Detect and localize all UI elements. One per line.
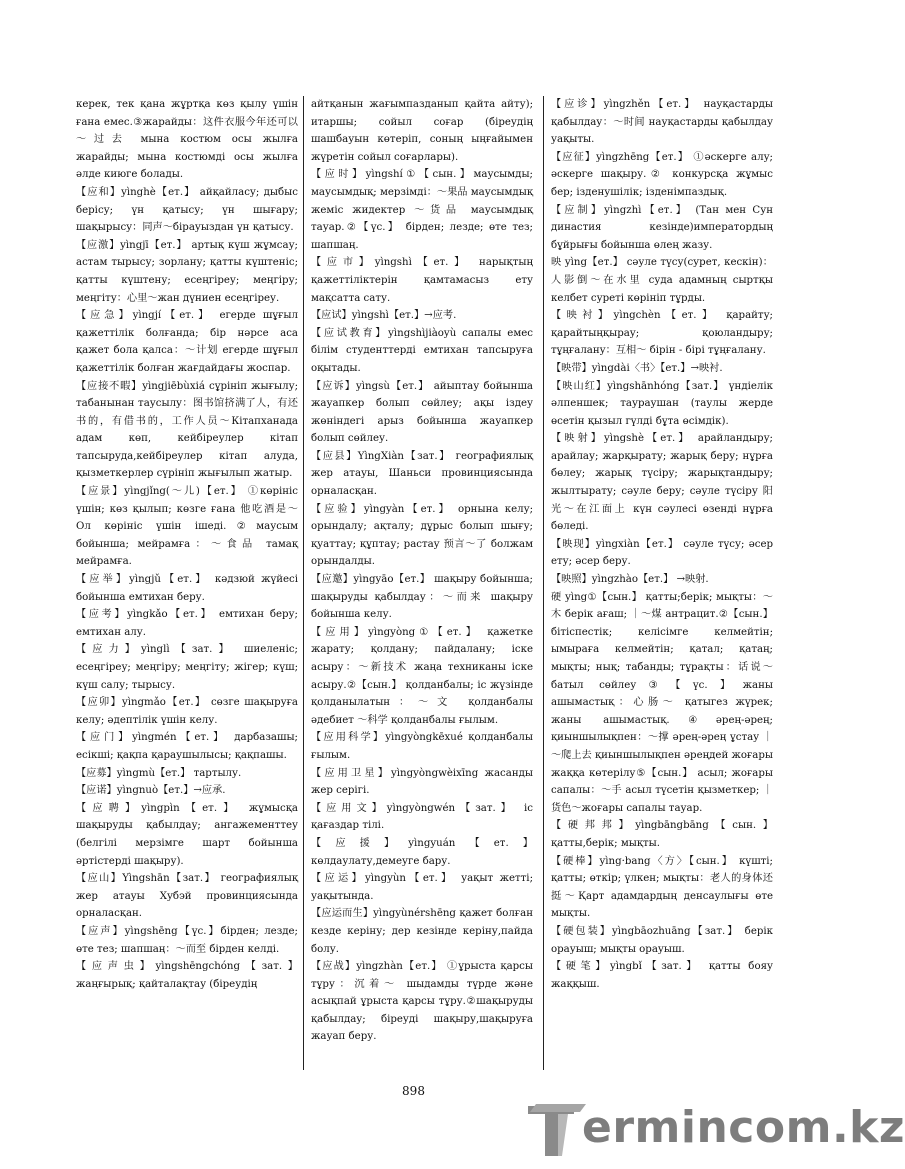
dictionary-entry: 【应用文】yìngyòngwén【зат.】 іс қағаздар тілі. — [311, 802, 533, 832]
dictionary-entry: 【映带】yìngdài〈书〉【ет.】→映衬. — [551, 362, 723, 374]
dictionary-entry: 【应诉】yìngsù【ет.】 айыптау бойынша жауапкер болып сөйлеу; ақы іздеу жөніндегі арыз бойынша жауапкер болып сөйлеу. — [311, 380, 533, 445]
dictionary-entry: 【应用科学】yìngyòngkēxué қолданбалы ғылым. — [311, 732, 533, 761]
dictionary-entry: 【应声】yìngshēng【үс.】бірден; лезде; өте тез; шапшаң：～而至 бірден келді. — [76, 925, 298, 955]
dictionary-entry: 【映照】yìngzhào【ет.】 →映射. — [551, 574, 709, 586]
dictionary-entry: 【硬棒】yìng·bang〈方〉【сын.】 күшті; қатты; өткір; үлкен; мықты：老人的身体还挺～Қарт адамдардың денсаулығы өте мықты. — [551, 855, 773, 920]
dictionary-entry: 【应县】YìngXiàn【зат.】 географиялық жер атауы, Шаньси провинциясында орналасқан. — [311, 450, 533, 498]
dictionary-entry: 【应景】yìngjǐng(～儿)【ет.】 ①көрініс үшін; көз қылып; көзге ғана 他吃酒是～ Ол көрініс үшін ішеді.②маусым бойынша; мейрамға：～食品 тамақ мейрамға. — [76, 486, 298, 568]
dictionary-entry: айтқанын жағымпазданып қайта айту); итаршы; сойыл соғар (біреудің шашбауын көтеріп, соның ыңғайымен жүретін сойыл соғарлары). — [311, 99, 533, 163]
dictionary-entry: 【应援】yìngyuán【ет.】 көлдаулату,демеуге бару. — [311, 837, 533, 867]
dictionary-entry: 【应聘】yìngpìn【ет.】 жұмысқа шақыруды қабылдау; ангажементтеу (белгілі мерзімге шарт бойынша әртістерді шақыру). — [76, 802, 298, 867]
dictionary-entry: 硬 yìng①【сын.】 қатты;берік; мықты：～木 берік ағаш; ｜～煤 антрацит.②【сын.】 бітіспестік; келісімге келмейтін; ымыраға келмейтін; қатал; қатаң; мықты; нық; табанды; тұрақты：话说～батыл сөйлеу③【үс.】жаны ашымастық：心肠～ қатыгез жүрек; жаны ашымастық.④әрең-әрең; қиыншылықпен：～撑 әрең-әрең ұстау ｜～爬上去 қиыншылықпен әреңдей жоғары жаққа көтерілу⑤【сын.】 асыл; жоғары сапалы：～手 асыл түсетін қызметкер; ｜货色～жоғары сапалы тауар. — [551, 591, 774, 814]
termincom-logo[interactable] — [528, 1100, 905, 1162]
dictionary-entry: 【应试教育】yìngshìjiàoyù сапалы емес білім студенттерді емтихан тапсыруға оқытады. — [311, 327, 533, 374]
dictionary-entry: 【应验】yìngyàn【ет.】 орнына келу; орындалу; ақталу; дұрыс болып шығу; қуаттау; құптау; растау 预言～了 болжам орындалды. — [311, 503, 533, 568]
column-middle — [311, 96, 533, 1070]
dictionary-entry: 【应诺】yìngnuò【ет.】→应承. — [76, 785, 226, 797]
column-right — [551, 96, 773, 1070]
dictionary-entry: 【应诊】yìngzhěn【ет.】 науқастарды қабылдау：～时间 науқастарды қабылдау уақыты. — [551, 99, 773, 146]
dictionary-entry: 【应制】yìngzhì【ет.】 (Тан мен Сун династия кезінде)императордың бұйрығы бойынша өлең жазу. — [551, 204, 773, 251]
dictionary-entry: 【应用卫星】yìngyòngwèixīng жасанды жер серігі. — [311, 767, 533, 797]
dictionary-entry: 【应市】yìngshì【ет.】 нарықтың қажеттіліктерін қамтамасыз ету мақсатта сату. — [311, 257, 533, 304]
dictionary-entry: 【应募】yìngmù【ет.】 тартылу. — [76, 767, 242, 779]
dictionary-entry: 【应运】yìngyùn【ет.】 уақыт жетті; уақытында. — [311, 873, 533, 902]
logo-text: ermincom.kz — [582, 1102, 905, 1153]
dictionary-entry: 【应运而生】yìngyùnérshēng қажет болған кезде керіну; дер кезінде керіну,пайда болу. — [311, 908, 533, 955]
dictionary-entry: 【应时】yìngshí①【сын.】маусымды; маусымдық; мерзімді：～果品 маусымдық жеміс жидектер ～货品 маусымдық тауар.②【үс.】 бірден; лезде; өте тез; шапшаң. — [311, 169, 533, 251]
dictionary-entry: 【硬包装】yìngbāozhuāng【зат.】 берік орауыш; мықты орауыш. — [551, 925, 773, 955]
column-divider-left — [303, 96, 304, 1070]
dictionary-entry: 【硬邦邦】yìngbāngbāng【сын.】 қатты,берік; мықты. — [551, 820, 773, 849]
dictionary-entry: 【应和】yìnghè【ет.】 айқайласу; дыбыс берісу; үн қатысу; үн шығару; шақырысу：同声～бірауыздан үн қатысу. — [76, 186, 298, 234]
dictionary-entry: 【映现】yìngxiàn【ет.】 сәуле түсу; әсер ету; әсер беру. — [551, 538, 773, 568]
dictionary-entry: 【应举】yìngjǔ【ет.】 кәдзюй жүйесі бойынша емтихан беру. — [76, 574, 298, 603]
dictionary-entry: 【应卯】yìngmǎo【ет.】 сөзге шақыруға келу; әдептілік үшін келу. — [76, 697, 298, 726]
dictionary-entry: 【应激】yìngjī【ет.】 артық күш жұмсау; астам тырысу; зорлану; қатты күштеніс; қатты күштену; есеңгіреу; меңгіру; меңгіту：心里～жан дүниен есеңгіреу. — [76, 239, 298, 304]
dictionary-entry: 【应邀】yìngyāo【ет.】 шақыру бойынша; шақыруды қабылдау：～而来 шақыру бойынша келу. — [311, 574, 533, 621]
dictionary-entry: 【映射】yìngshè【ет.】 арайландыру; арайлау; жарқырату; жарық беру; нұрға бөлеу; жарық түсіру; жарықтандыру; жылтырату; сәуле беру; сәуле түсіру 阳光～在江面上 күн сәулесі өзенді нұрға бөледі. — [551, 433, 773, 533]
dictionary-entry: 【应急】yìngjí【ет.】 егерде шұғыл қажеттілік болғанда; бір нәрсе аса қажет бола қалса：～计划 егерде шұғыл қажеттілік болған жағдайдағы жоспар. — [76, 310, 298, 374]
column-left — [76, 96, 298, 1070]
dictionary-entry: 【应力】yìnglì【зат.】 шиеленіс; есеңгіреу; меңгіру; меңгіту; жігер; күш; күш салу; тырысу. — [76, 644, 298, 691]
dictionary-entry: 【应用】yìngyòng①【ет.】 қажетке жарату; қолдану; пайдалану; іске асыру：～新技术 жаңа техниканы іске асыру.②【сын.】 қолданбалы; іс жүзінде қолданылатын：～文 қолданбалы әдебиет ～科学 қолданбалы ғылым. — [311, 626, 533, 726]
dictionary-entry: керек, тек қана жұртқа көз қылу үшін ғана емес.③жарайды：这件衣服今年还可以～过去 мына костюм осы жылға жарайды; мына костюмді осы жылға әлде киюге болады. — [76, 99, 298, 181]
dictionary-entry: 【应门】yìngmén【ет.】 дарбазашы; есікші; қақпа қараушылысы; қақпашы. — [76, 732, 298, 761]
dictionary-entry: 【应声虫】yìngshēngchóng【зат.】 жаңғырық; қайталақтау (біреудің — [76, 961, 298, 990]
dictionary-entry: 【应战】yìngzhàn【ет.】 ①ұрыста қарсы тұру：沉着～ шыдамды түрде және асықпай ұрыста қарсы тұру.②шақыруды қабылдау; біреуді шақыру,шақыруға жауап беру. — [311, 961, 533, 1043]
dictionary-entry: 【映山红】yìngshānhóng【зат.】 үндіелік әлпеншек; таураушан (таулы жерде өсетін қызыл гүлді бұта өсімдік). — [551, 380, 773, 427]
dictionary-entry: 【应山】Yìngshān【зат.】 географиялық жер атауы Хубэй провинциясында орналасқан. — [76, 873, 298, 920]
column-divider-right — [543, 96, 544, 1070]
dictionary-entry: 【应考】yìngkǎo【ет.】 емтихан беру; емтихан алу. — [76, 609, 298, 638]
dictionary-entry: 映 yìng【ет.】 сәуле түсу(сурет, кескін)：人影倒～在水里 суда адамның сыртқы келбет суреті көрініп тұрды. — [551, 257, 773, 304]
dictionary-entry: 【映衬】yìngchèn【ет.】 қарайту; қарайтыңқырау; қоюландыру; тұңғалану：互相～ бірін - бірі тұңғалану. — [551, 310, 773, 357]
dictionary-entry: 【应征】yìngzhēng【ет.】 ①әскерге алу; әскерге шақыру.② конкурсқа жұмыс бер; ізденушілік; ізденімпаздық. — [551, 151, 773, 198]
dictionary-entry: 【应接不暇】yìngjiēbùxiá сұрініп жығылу; табанынан таусылу：图书馆挤满了人，有还书的，有借书的，工作人员～Кітапханада адам көп, кейбіреулер кітап тапсыруда,кейбіреулер кітап алуда, қызметкерлер сүрініп жығылып жатыр. — [76, 380, 298, 480]
dictionary-entry: 【硬笔】yìngbǐ【зат.】 қатты бояу жаққыш. — [551, 961, 773, 990]
dictionary-entry: 【应试】yìngshì【ет.】→应考. — [311, 310, 457, 322]
page-number: 898 — [402, 1084, 425, 1098]
